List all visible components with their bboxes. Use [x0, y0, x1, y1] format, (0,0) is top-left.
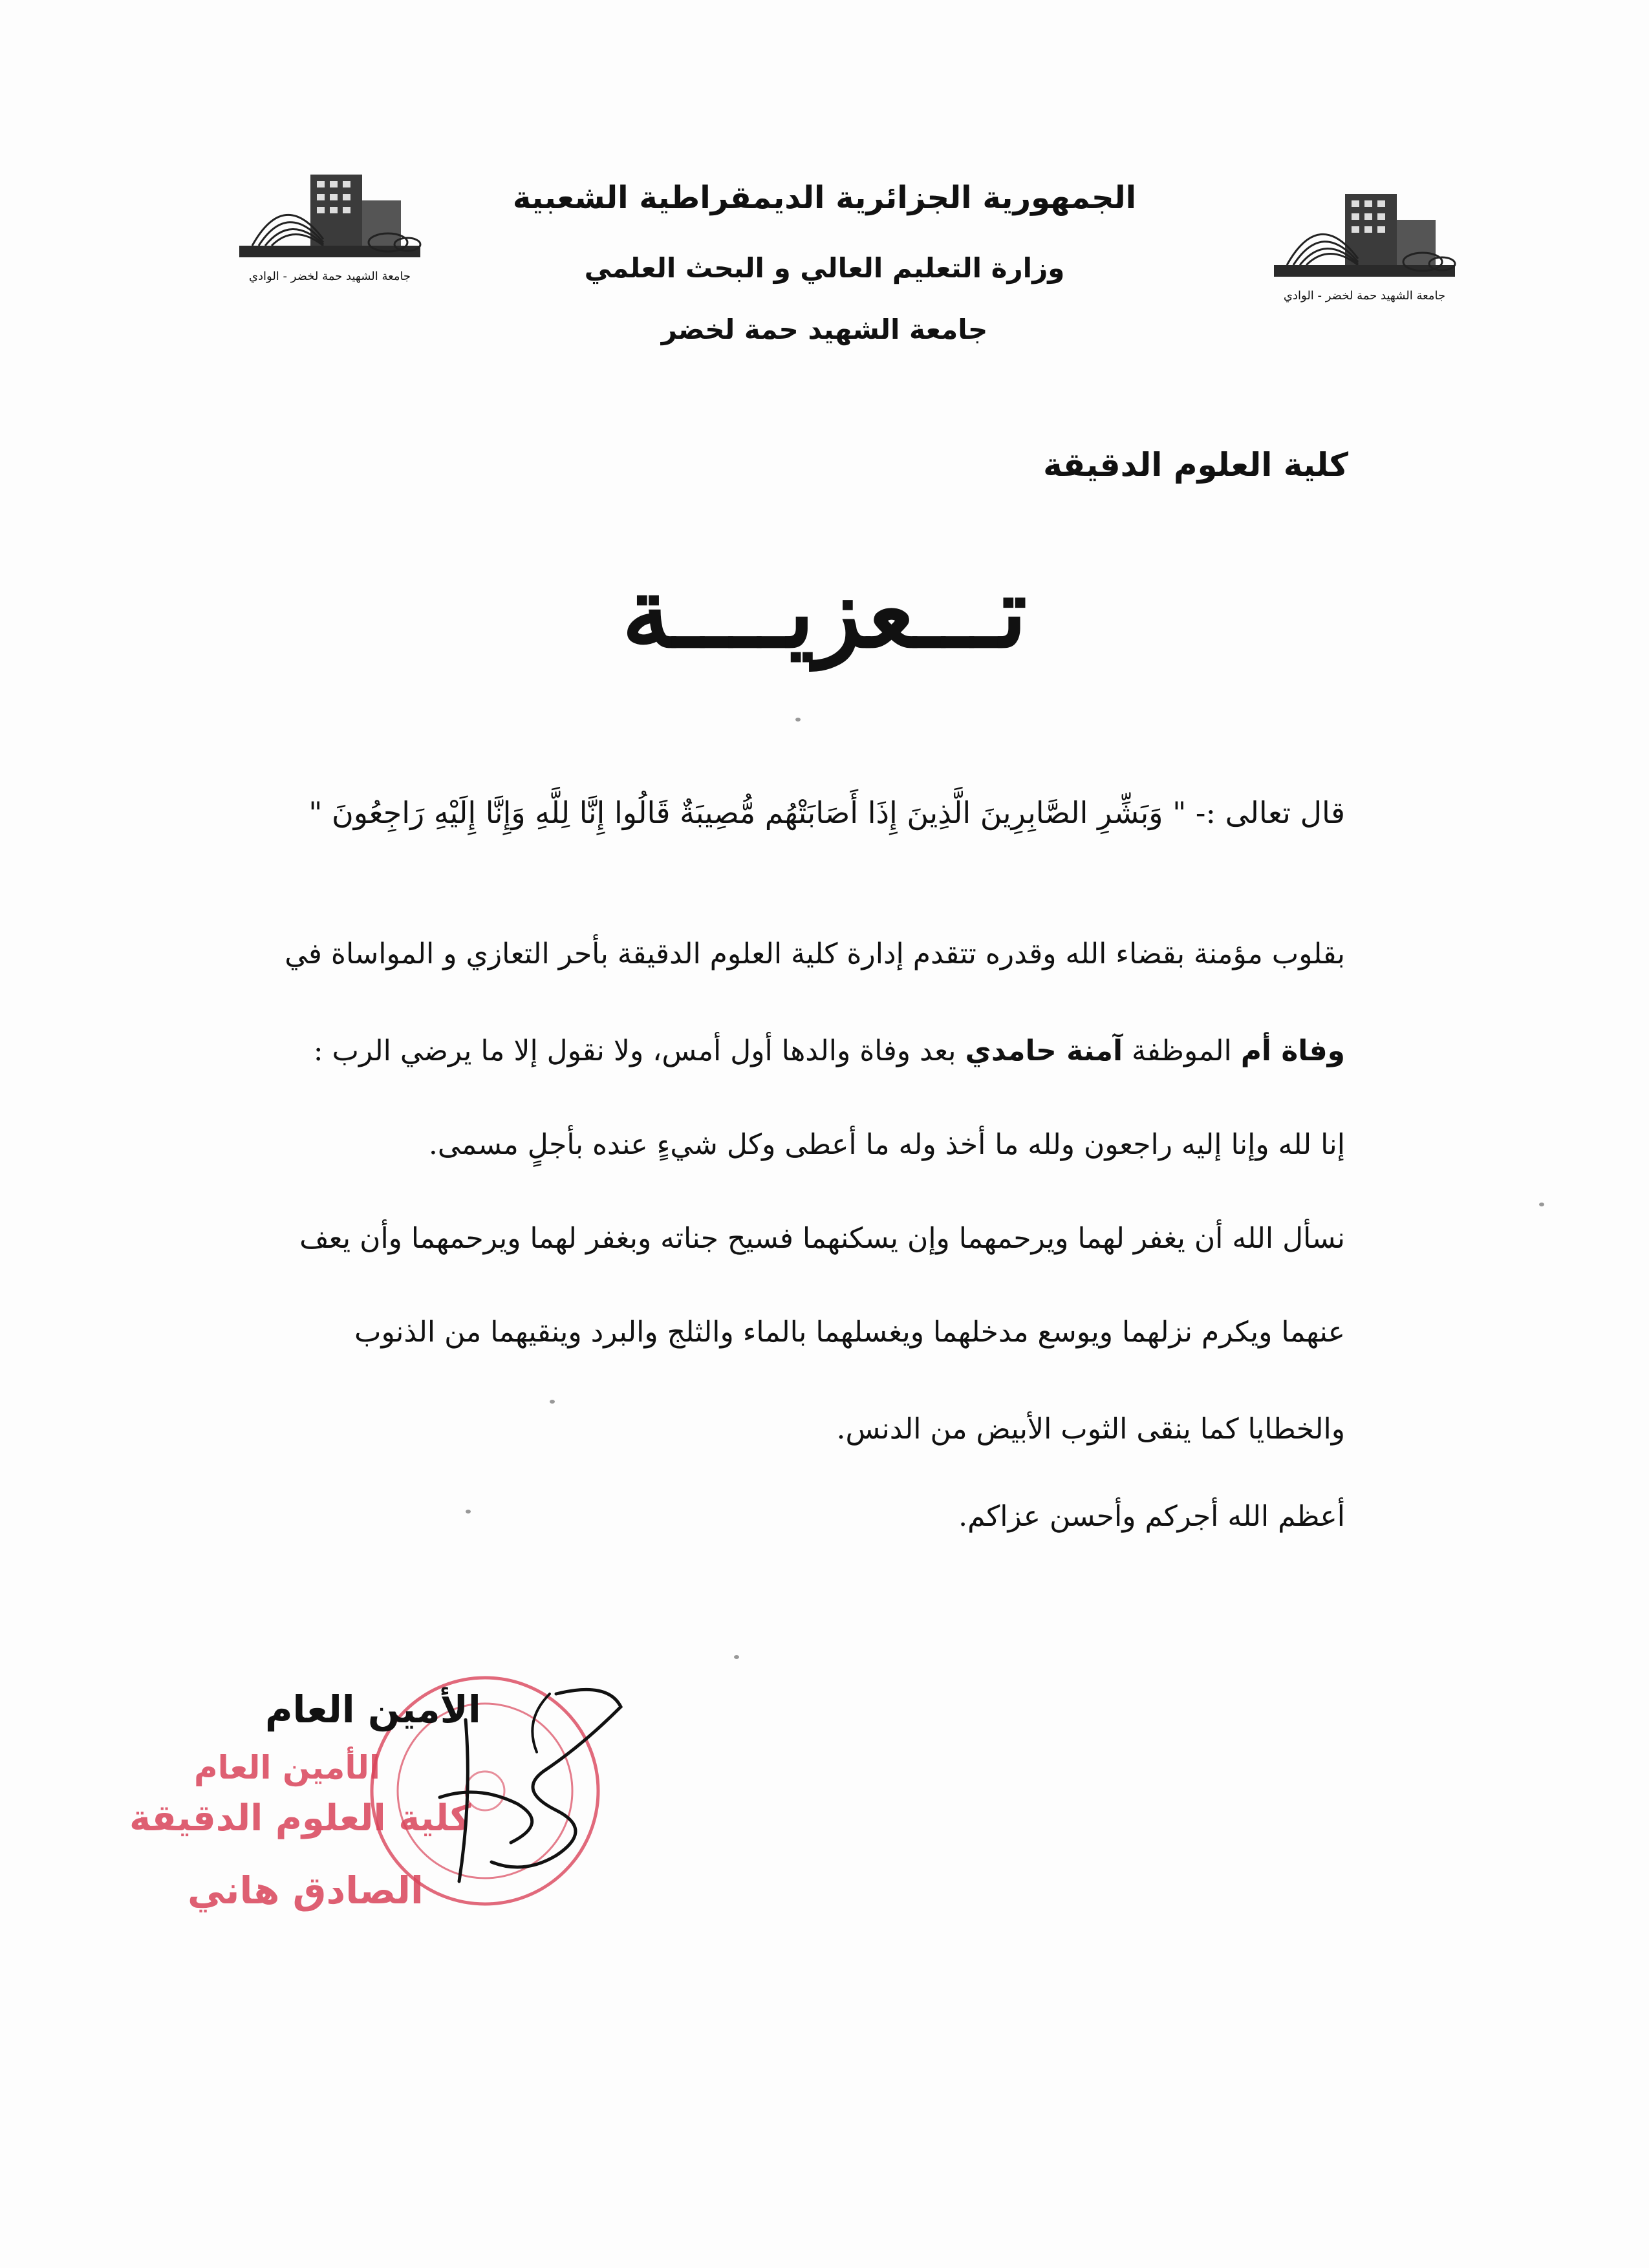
body-line-1: بقلوب مؤمنة بقضاء الله وقدره تتقدم إدارة كلية العلوم الدقيقة بأحر التعازي و المواساة في: [285, 937, 1345, 970]
scan-speck: [466, 1510, 471, 1514]
body-line-2-mid: الموظفة: [1123, 1034, 1241, 1067]
scan-speck: [795, 718, 801, 722]
faculty-name: كلية العلوم الدقيقة: [1043, 446, 1348, 484]
header-university: جامعة الشهيد حمة لخضر: [661, 314, 988, 345]
header-republic: الجمهورية الجزائرية الديمقراطية الشعبية: [512, 180, 1137, 216]
header-ministry: وزارة التعليم العالي و البحث العلمي: [584, 252, 1065, 284]
university-logo-left-graphic: [233, 162, 427, 284]
employee-name: آمنة حامدي: [965, 1034, 1123, 1067]
stamp-line-2: كلية العلوم الدقيقة: [129, 1797, 471, 1839]
body-line-5: عنهما ويكرم نزلهما ويوسع مدخلهما ويغسلهما بالماء والثلج والبرد وينقيهما من الذنوب: [354, 1316, 1345, 1349]
university-logo-right-graphic: [1267, 181, 1461, 304]
document-title: [0, 556, 1649, 670]
body-line-7: أعظم الله أجركم وأحسن عزاكم.: [958, 1500, 1345, 1533]
scan-speck: [1539, 1203, 1544, 1206]
body-line-2-rest: بعد وفاة والدها أول أمس، ولا نقول إلا ما يرضي الرب :: [313, 1034, 965, 1067]
university-logo-right: [1267, 181, 1461, 304]
body-line-3: إنا لله وإنا إليه راجعون ولله ما أخذ وله ما أعطى وكل شيءٍ عنده بأجلٍ مسمى.: [428, 1128, 1345, 1161]
university-logo-left: [233, 162, 427, 284]
stamp-line-3: الصادق هاني: [188, 1868, 424, 1912]
body-line-4: نسأل الله أن يغفر لهما ويرحمهما وإن يسكنهما فسيح جناته وبغفر لهما ويرحمهما وأن يعف: [299, 1222, 1345, 1255]
stamp-line-1: الأمين العام: [194, 1749, 381, 1786]
scan-speck: [734, 1655, 739, 1659]
logo-right-caption: جامعة الشهيد حمة لخضر - الوادي: [1283, 289, 1446, 303]
logo-left-caption: جامعة الشهيد حمة لخضر - الوادي: [248, 270, 411, 283]
quran-verse: قال تعالى :- " وَبَشِّرِ الصَّابِرِينَ الَّذِينَ إِذَا أَصَابَتْهُم مُّصِيبَةٌ قَالُوا إِنَّا لِلَّهِ وَإِنَّا إِلَيْهِ رَاجِعُونَ ": [308, 795, 1345, 830]
document-title-text: تـــعزيــــة: [621, 556, 1028, 670]
signature-title: الأمين العام: [265, 1687, 481, 1731]
body-line-2-bold-a: وفاة أم: [1240, 1034, 1345, 1067]
signature-graphic: [362, 1668, 634, 1940]
body-line-2: [297, 1034, 1345, 1067]
scan-speck: [550, 1400, 555, 1404]
body-line-6: والخطايا كما ينقى الثوب الأبيض من الدنس.: [836, 1413, 1345, 1446]
handwritten-signature: [362, 1668, 634, 1940]
